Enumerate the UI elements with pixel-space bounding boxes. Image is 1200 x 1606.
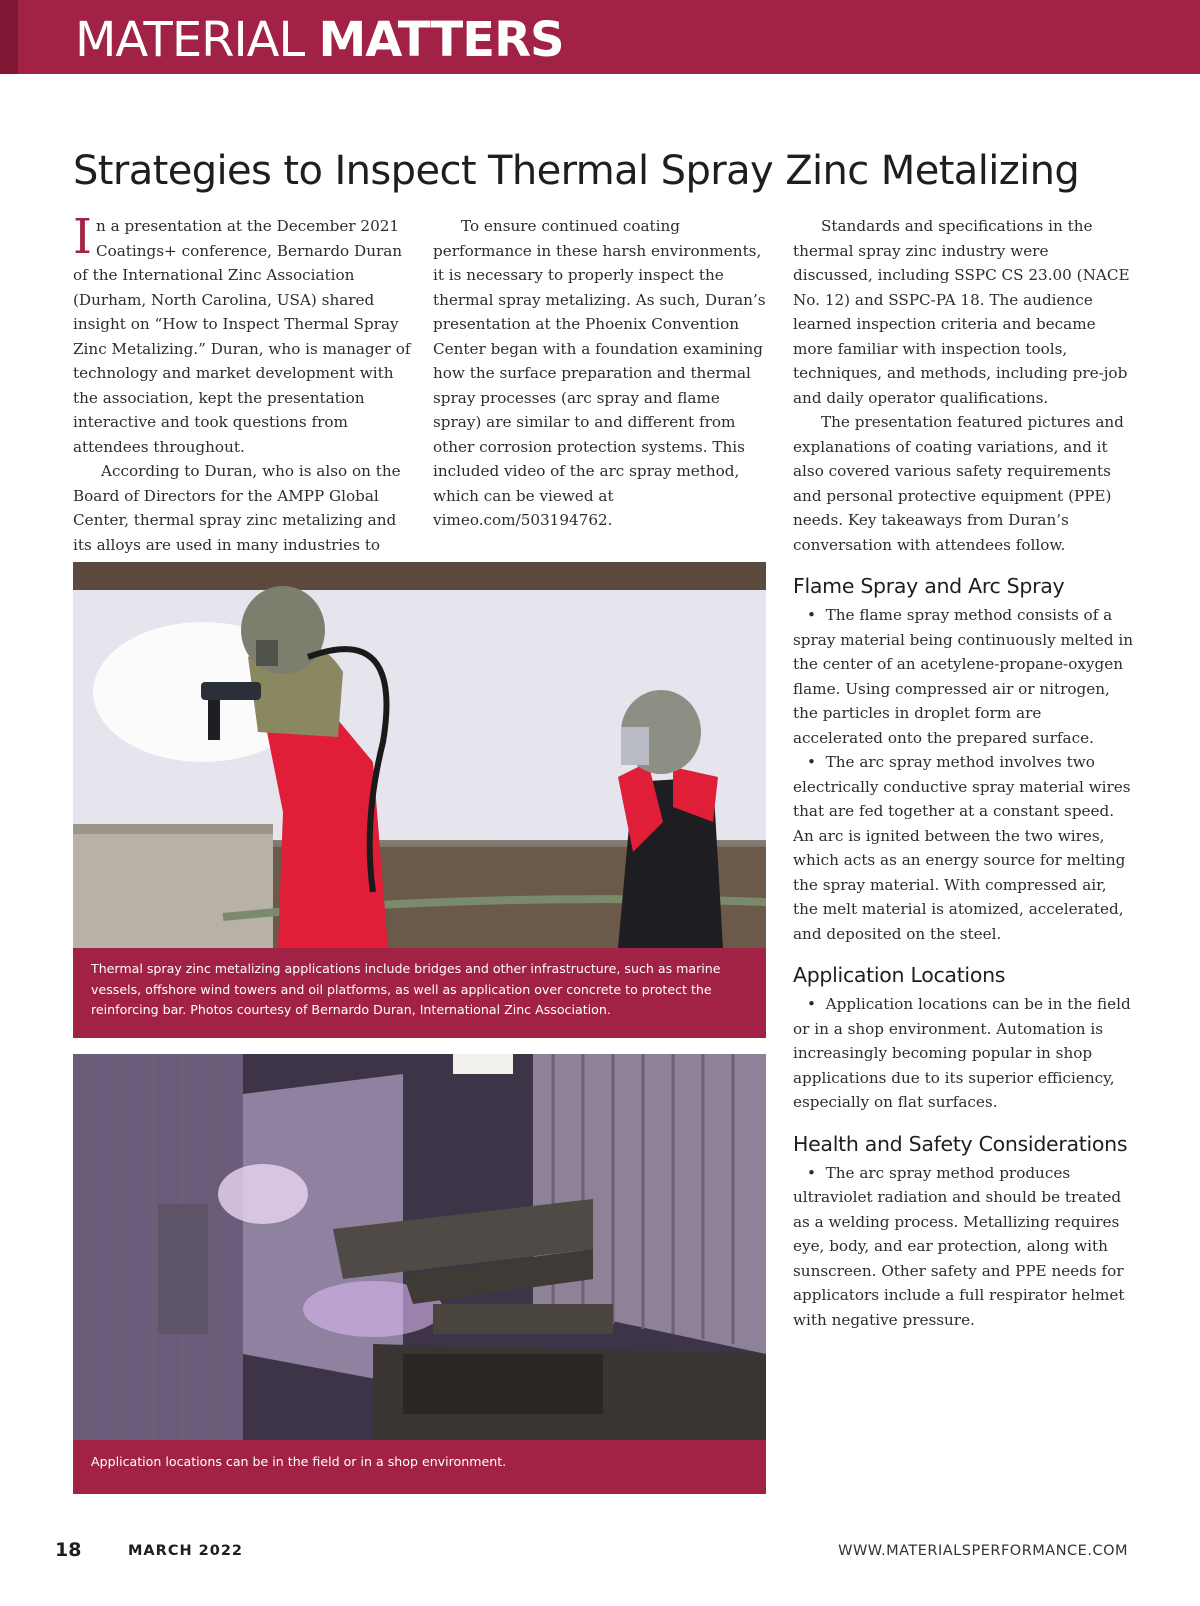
- bullet-list-flame-arc: [793, 603, 1133, 946]
- subhead-flame-arc-spray: Flame Spray and Arc Spray: [793, 574, 1065, 598]
- list-item: • The arc spray method involves two electrically conductive spray material wires that are fed together at a constant speed. An arc is ignited between the two wires, which acts as an energy source for melting the spray material. With compressed air, the melt material is atomized, accelerated, and deposited on the steel.: [793, 750, 1133, 946]
- photo-shop-environment-illustration: [73, 1054, 766, 1440]
- bullet-list-safety: [793, 1161, 1133, 1333]
- paragraph-intro: In a presentation at the December 2021 Coatings+ conference, Bernardo Duran of the International Zinc Association (Durham, North Carolina, USA) shared insight on “How to Inspect Thermal Spray Zinc Metalizing.” Duran, who is manager of technology and market development with the association, kept the presentation interactive and took questions from attendees throughout.: [73, 209, 411, 456]
- photo-shop-environment: [73, 1054, 766, 1440]
- header-accent-strip: [0, 0, 18, 74]
- drop-cap: I: [73, 209, 92, 265]
- list-item: • The flame spray method consists of a spray material being continuously melted in the center of an acetylene-propane-oxygen flame. Using compressed air or nitrogen, the particles in droplet form are accelerated onto the prepared surface.: [793, 603, 1133, 750]
- paragraph-5: The presentation featured pictures and explanations of coating variations, and it also covered various safety requirements and personal protective equipment (PPE) needs. Key takeaways from Duran’s conversation with attendees follow.: [793, 413, 1124, 554]
- section-title: [75, 10, 564, 70]
- issue-date: MARCH 2022: [128, 1543, 243, 1559]
- section-title-light: MATERIAL: [75, 12, 319, 68]
- photo-thermal-spray-workers-illustration: [73, 562, 766, 948]
- bullet-list-locations: [793, 992, 1133, 1115]
- text-column-2: [433, 214, 771, 533]
- list-item: • Application locations can be in the field or in a shop environment. Automation is increasingly becoming popular in shop applications due to its superior efficiency, especially on flat surfaces.: [793, 992, 1133, 1115]
- photo-thermal-spray-workers: [73, 562, 766, 948]
- photo-caption-1: Thermal spray zinc metalizing applications include bridges and other infrastructure, such as marine vessels, offshore wind towers and oil platforms, as well as application over concrete to protect the reinforcing bar. Photos courtesy of Bernardo Duran, International Zinc Association.: [73, 948, 766, 1038]
- article-title: Strategies to Inspect Thermal Spray Zinc Metalizing: [73, 148, 1080, 194]
- paragraph-4: Standards and specifications in the thermal spray zinc industry were discussed, including SSPC CS 23.00 (NACE No. 12) and SSPC-PA 18. The audience learned inspection criteria and became more familiar with inspection tools, techniques, and methods, including pre-job and daily operator qualifications.: [793, 217, 1130, 407]
- subhead-health-safety: Health and Safety Considerations: [793, 1131, 1128, 1156]
- text-column-3: [793, 214, 1133, 1332]
- paragraph-2: According to Duran, who is also on the Board of Directors for the AMPP Global Center, thermal spray zinc metalizing and its alloys are used in many industries to: [73, 462, 401, 554]
- subhead-application-locations: Application Locations: [793, 963, 1006, 987]
- website-url[interactable]: WWW.MATERIALSPERFORMANCE.COM: [838, 1543, 1128, 1559]
- list-item: • The arc spray method produces ultraviolet radiation and should be treated as a welding process. Metallizing requires eye, body, and ear protection, along with sunscreen. Other safety and PPE needs for applicators include a full respirator helmet with negative pressure.: [793, 1161, 1133, 1333]
- section-title-bold: MATTERS: [318, 12, 564, 68]
- paragraph-3: To ensure continued coating performance in these harsh environments, it is necessary to properly inspect the thermal spray metalizing. As such, Duran’s presentation at the Phoenix Convention Center began with a foundation examining how the surface preparation and thermal spray processes (arc spray and flame spray) are similar to and different from other corrosion protection systems. This included video of the arc spray method, which can be viewed at vimeo.com/503194762.: [433, 217, 766, 529]
- photo-caption-2: Application locations can be in the field or in a shop environment.: [73, 1440, 766, 1494]
- page-number: 18: [55, 1539, 82, 1561]
